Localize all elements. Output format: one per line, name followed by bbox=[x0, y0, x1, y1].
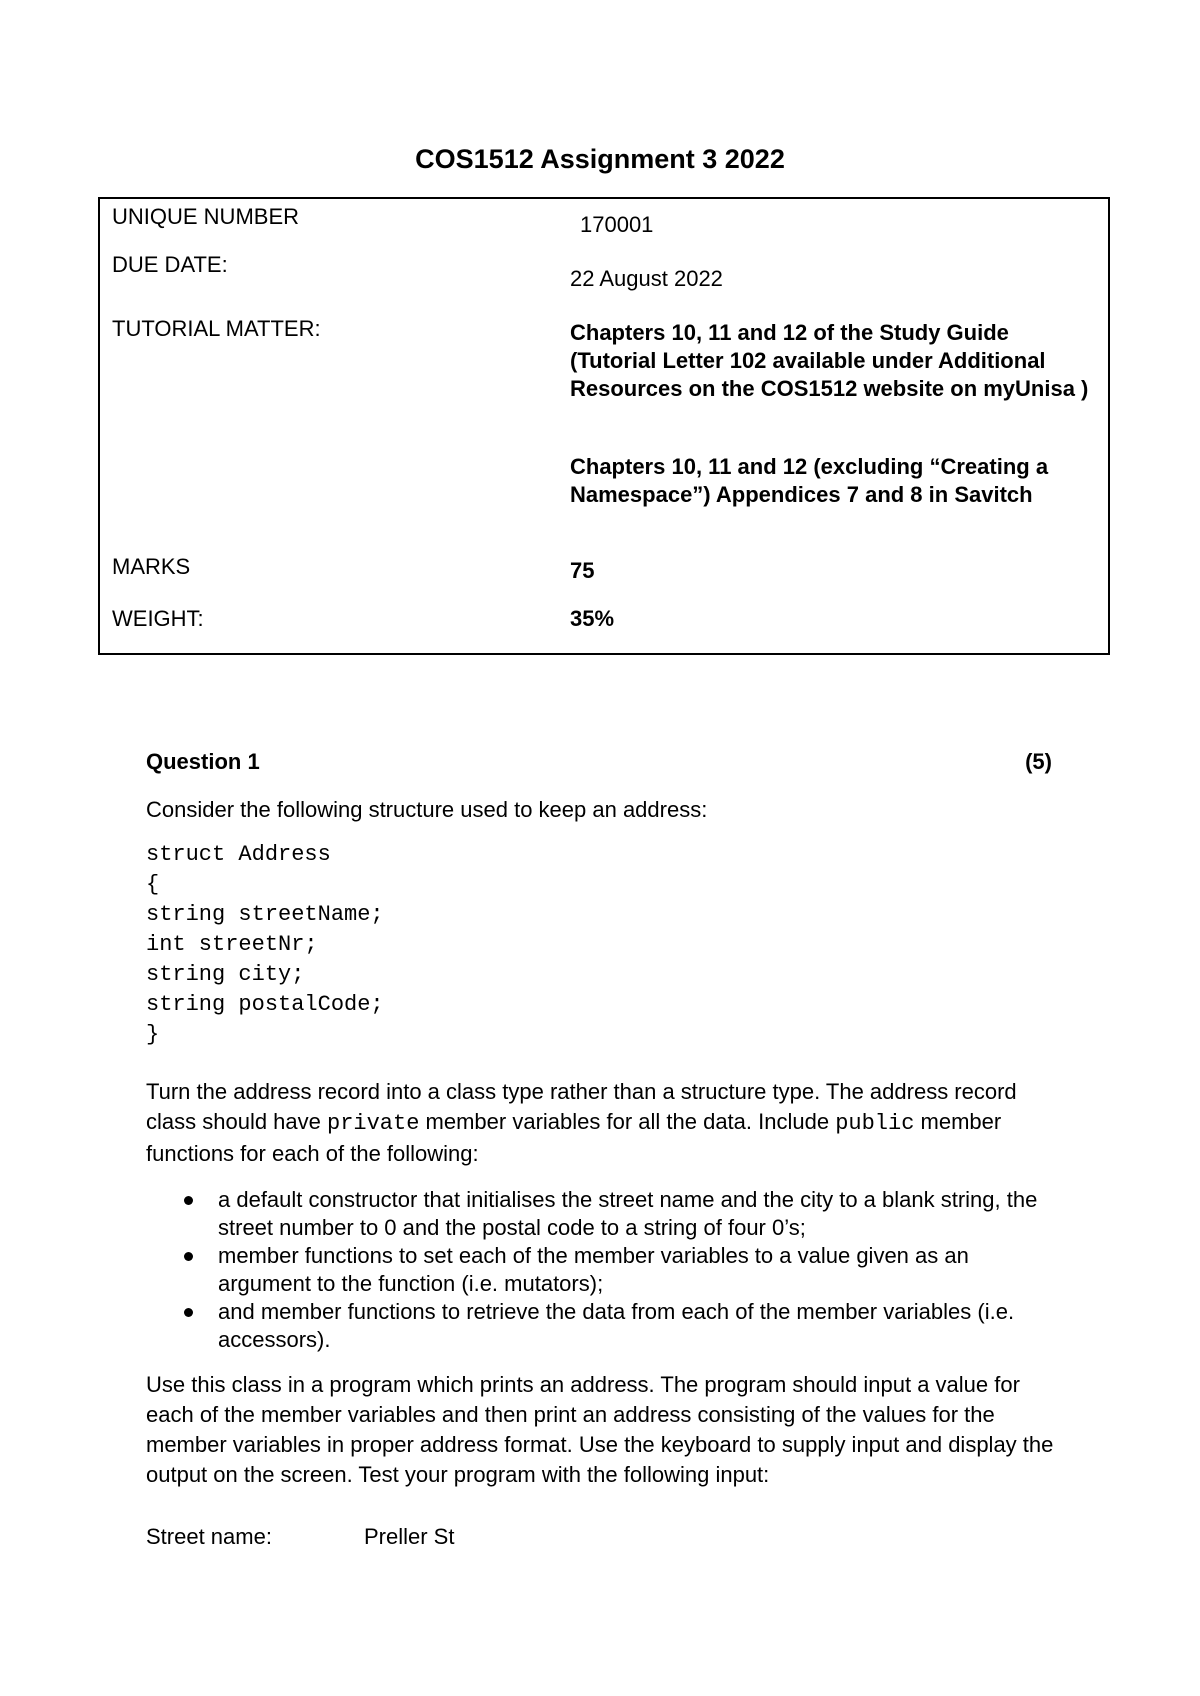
due-date-label: DUE DATE: bbox=[112, 252, 228, 277]
list-item bbox=[146, 1298, 1066, 1354]
street-name-value: Preller St bbox=[364, 1524, 455, 1549]
address-struct-code: struct Address { string streetName; int streetNr; string city; string postalCode; } bbox=[146, 842, 384, 1047]
private-keyword: private bbox=[327, 1111, 420, 1136]
list-item-text: a default constructor that initialises the street name and the city to a blank string, the street number to 0 and the postal code to a string of four 0’s; bbox=[218, 1187, 1038, 1240]
instructions-text-3: member functions for each of the following: bbox=[146, 1109, 1002, 1166]
list-item bbox=[146, 1186, 1066, 1242]
bullet-icon bbox=[184, 1308, 193, 1317]
bullet-icon bbox=[184, 1196, 193, 1205]
question-1-instructions bbox=[146, 1077, 1066, 1169]
assignment-info-box bbox=[98, 197, 1110, 655]
question-1-marks: (5) bbox=[1025, 749, 1052, 774]
weight-label: WEIGHT: bbox=[112, 606, 204, 631]
tutorial-matter-textbook: Chapters 10, 11 and 12 (excluding “Creating a Namespace”) Appendices 7 and 8 in Savitch bbox=[570, 454, 1049, 507]
instructions-text-2: member variables for all the data. Include bbox=[419, 1109, 836, 1134]
list-item-text: and member functions to retrieve the data from each of the member variables (i.e. accessors). bbox=[218, 1299, 1015, 1352]
document-title: COS1512 Assignment 3 2022 bbox=[415, 144, 785, 174]
marks-label: MARKS bbox=[112, 554, 191, 579]
public-keyword: public bbox=[835, 1111, 915, 1136]
list-item-text: member functions to set each of the member variables to a value given as an argument to the function (i.e. mutators); bbox=[218, 1243, 969, 1296]
bullet-icon bbox=[184, 1252, 193, 1261]
test-input-row bbox=[146, 1522, 454, 1552]
member-function-list bbox=[146, 1186, 1066, 1354]
tutorial-matter-study-guide: Chapters 10, 11 and 12 of the Study Guide (Tutorial Letter 102 available under Additional Resources on the COS1512 website on myUnisa ) bbox=[570, 320, 1089, 401]
due-date-value: 22 August 2022 bbox=[570, 266, 723, 291]
unique-number-value: 170001 bbox=[580, 212, 654, 237]
question-1-title: Question 1 bbox=[146, 749, 260, 774]
question-1-heading bbox=[146, 748, 1052, 776]
list-item bbox=[146, 1242, 1066, 1298]
unique-number-label: UNIQUE NUMBER bbox=[112, 204, 300, 229]
street-name-label: Street name: bbox=[146, 1524, 272, 1549]
marks-value: 75 bbox=[570, 558, 595, 583]
question-1-program-task: Use this class in a program which prints an address. The program should input a value for each of the member variables and then print an address consisting of the values for the member variables in proper address format. Use the keyboard to supply input and display the output on the screen. Test your program with the following input: bbox=[146, 1372, 1054, 1487]
question-1-intro: Consider the following structure used to keep an address: bbox=[146, 797, 708, 822]
weight-value: 35% bbox=[570, 606, 615, 631]
tutorial-matter-label: TUTORIAL MATTER: bbox=[112, 316, 321, 341]
instructions-text-1: Turn the address record into a class type rather than a structure type. The address record class should have bbox=[146, 1079, 1017, 1134]
